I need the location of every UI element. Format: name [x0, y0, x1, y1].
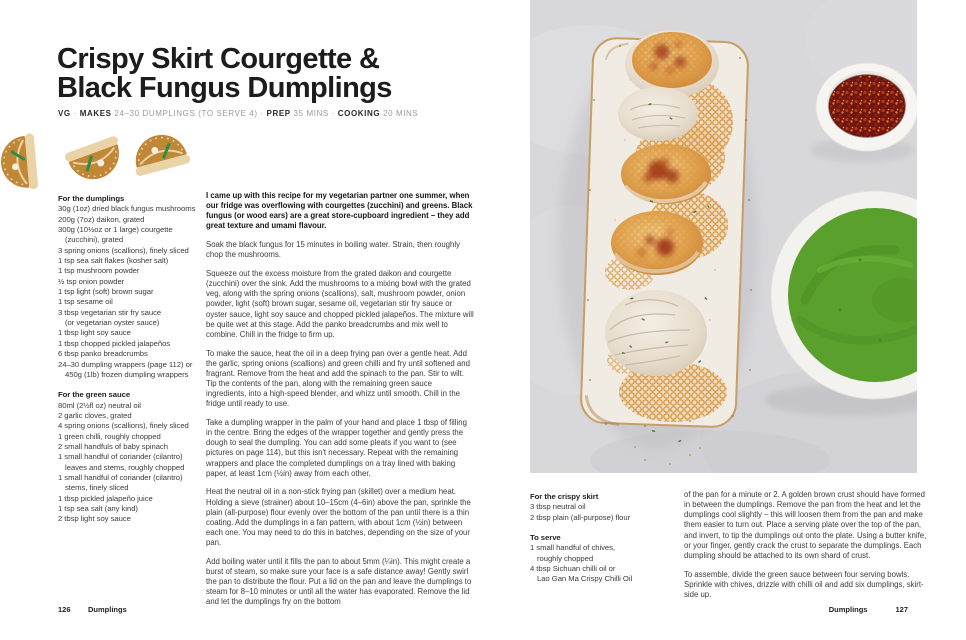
dumpling-icon [64, 135, 129, 187]
dumpling-icon [0, 133, 38, 192]
chapter-name-right: Dumplings [828, 605, 868, 614]
page-number-right: 127 [895, 605, 908, 614]
ingredient-line: 1 tbsp light soy sauce [58, 328, 131, 338]
ingredient-line: (or vegetarian oyster sauce) [65, 318, 160, 328]
method-column-left [206, 191, 474, 616]
ingredient-line: 1 small handful of coriander (cilantro) [58, 452, 183, 462]
method-paragraph: To make the sauce, heat the oil in a deep frying pan over a gentle heat. Add the garlic, spring onions (scallions) and green chilli and fry until softened and fragrant. Remove from the heat and add the spinach to the pan. Stir to wilt. Tip the contents of the pan, along with the remaining green sauce ingredients, into a high-speed blender, and whizz until smooth. Chill in the fridge until ready to use. [206, 348, 470, 409]
meta-segment: · [70, 109, 80, 118]
recipe-title-line2: Black Fungus Dumplings [57, 72, 392, 104]
ingredient-line: 2 garlic cloves, grated [58, 410, 132, 420]
ingredient-line: 1 green chilli, roughly chopped [58, 431, 161, 441]
ingredient-line: 2 small handfuls of baby spinach [58, 441, 168, 451]
ingredient-section-heading: For the dumplings [58, 194, 125, 203]
dumpling-photo-5 [605, 290, 707, 376]
dumpling-photo-3 [621, 144, 711, 204]
method-paragraph: I came up with this recipe for my vegetarian partner one summer, when our fridge was overflowing with courgettes (zucchini) and greens. Black fungus (or wood ears) are a great store-cupboard ingredient – they add great texture and umami flavour. [206, 191, 473, 231]
ingredient-section-heading: To serve [530, 533, 561, 543]
ingredient-line: 1 small handful of coriander (cilantro) [58, 472, 183, 482]
page-number-left: 126 [58, 605, 71, 614]
ingredient-line: 3 spring onions (scallions), finely sliced [58, 245, 189, 255]
meta-segment: 20 MINS [380, 109, 419, 118]
ingredient-line: 450g (1lb) frozen dumpling wrappers [65, 369, 189, 379]
method-paragraph: Heat the neutral oil in a non-stick frying pan (skillet) over a medium heat. Holding a sieve (strainer) about 10–15cm (4–6in) above the pan, sprinkle the plain (all-purpose) flour evenly over the bottom of the pan until there is a thin coating. Add the dumplings in a fan pattern, with about 1cm (½in) between each one. You may need to do this in batches, depending on the size of your pan. [206, 487, 471, 548]
dumpling-photo-1 [625, 30, 719, 98]
ingredient-line: roughly chopped [537, 553, 594, 563]
ingredient-line: 2 tbsp plain (all-purpose) flour [530, 512, 631, 522]
method-paragraph: Add boiling water until it fills the pan to about 5mm (¼in). This might create a burst of steam, so make sure your face is a safe distance away! Gently swirl the pan to distribute the flour. Put a lid on the pan and leave the dumplings to steam for 8–10 minutes or until all the water has evaporated. Remove the lid and let the dumplings fry on the bottom [206, 556, 472, 607]
ingredient-section-heading: For the crispy skirt [530, 492, 599, 501]
meta-segment: 24–30 DUMPLINGS (TO SERVE 4) · [111, 109, 267, 118]
method-paragraph: Take a dumpling wrapper in the palm of your hand and place 1 tbsp of filling in the centre. Bring the edges of the wrapper together and gently press the dough to seal the dumpling. You can add some pleats if you want to (see pictures on page 114), but this isn't necessary. Repeat with the remaining wrappers and place the completed dumplings on a tray lined with baking paper, at least 1cm (½in) away from each other. [206, 417, 467, 478]
dumpling-illustrations [0, 124, 215, 202]
ingredient-line: 1 tsp sea salt flakes (kosher salt) [58, 256, 169, 266]
ingredients-column-right [530, 492, 670, 585]
page-right [483, 0, 966, 640]
ingredient-line: 4 tbsp Sichuan chilli oil or [530, 564, 616, 574]
ingredient-line: 3 tbsp neutral oil [530, 502, 586, 512]
ingredient-line: 80ml (2½fl oz) neutral oil [58, 400, 141, 410]
recipe-title-line1: Crispy Skirt Courgette & [57, 43, 380, 75]
ingredient-line: 1 small handful of chives, [530, 543, 616, 553]
ingredient-line: 1 tbsp chopped pickled jalapeños [58, 338, 171, 348]
meta-segment: COOKING [337, 109, 381, 118]
chapter-name-left: Dumplings [88, 605, 127, 614]
recipe-meta [58, 109, 478, 118]
meta-segment: 35 MINS · [290, 109, 338, 118]
method-paragraph: Squeeze out the excess moisture from the grated daikon and courgette (zucchini) over the sink. Add the mushrooms to a mixing bowl with the grated veg, along with the spring onions (scallions), salt, mushroom powder, onion powder, light (soft) brown sugar, sesame oil, vegetarian stir fry sauce or oyster sauce, light soy sauce and chopped pickled jalapeños. The mixture will be quite wet at this stage. Add the panko breadcrumbs and mix well to combine. Chill in the fridge to firm up. [206, 268, 474, 339]
method-paragraph: Soak the black fungus for 15 minutes in boiling water. Strain, then roughly chop the mushrooms. [206, 240, 460, 260]
recipe-title [57, 45, 477, 103]
ingredient-line: (zucchini), grated [65, 235, 124, 245]
ingredient-line: 1 tsp sesame oil [58, 297, 113, 307]
ingredient-line: 300g (10½oz or 1 large) courgette [58, 225, 173, 235]
dumpling-photo-2 [618, 87, 698, 141]
footer-right [773, 605, 908, 614]
ingredient-line: 1 tsp sea salt (any kind) [58, 503, 138, 513]
ingredient-line: 1 tsp light (soft) brown sugar [58, 287, 154, 297]
ingredient-line: 24–30 dumpling wrappers (page 112) or [58, 359, 193, 369]
ingredient-line: 1 tsp mushroom powder [58, 266, 140, 276]
ingredient-line: Lao Gan Ma Crispy Chilli Oil [537, 574, 633, 584]
ingredient-line: 2 tbsp light soy sauce [58, 514, 131, 524]
ingredient-line: 1 tbsp pickled jalapeño juice [58, 493, 153, 503]
ingredient-line: 30g (1oz) dried black fungus mushrooms [58, 204, 196, 214]
ingredient-line: stems, finely sliced [65, 483, 129, 493]
ingredient-line: 200g (7oz) daikon, grated [58, 214, 145, 224]
ingredient-section-heading: For the green sauce [58, 390, 131, 400]
ingredient-line: leaves and stems, roughly chopped [65, 462, 185, 472]
meta-segment: VG [58, 109, 71, 118]
ingredient-line: ½ tsp onion powder [58, 276, 125, 286]
method-paragraph: To assemble, divide the green sauce between four serving bowls. Sprinkle with chives, drizzle with chilli oil and add six dumplings, skirt-side up. [684, 569, 924, 599]
meta-segment: PREP [266, 109, 291, 118]
ingredient-line: 6 tbsp panko breadcrumbs [58, 349, 148, 359]
ingredient-line: 3 tbsp vegetarian stir fry sauce [58, 307, 162, 317]
dumpling-photo-4 [611, 211, 703, 275]
ingredient-line: 4 spring onions (scallions), finely sliced [58, 421, 189, 431]
recipe-photo [530, 0, 917, 473]
footer-left [58, 605, 218, 614]
dumpling-icon [128, 129, 191, 177]
method-paragraph: of the pan for a minute or 2. A golden brown crust should have formed in between the dumplings. Remove the pan from the heat and let the dumplings cool slightly – this will loosen them from the pan and make them easier to turn out. Place a serving plate over the top of the pan, and invert, to tip the dumplings out onto the plate. Using a butter knife, or your finger, gently crack the crust to separate the dumplings. Each dumpling should be attached to its own shard of crust. [684, 490, 927, 560]
meta-segment: MAKES [79, 109, 112, 118]
method-column-right [684, 490, 929, 609]
ingredients-column-left [58, 194, 208, 525]
